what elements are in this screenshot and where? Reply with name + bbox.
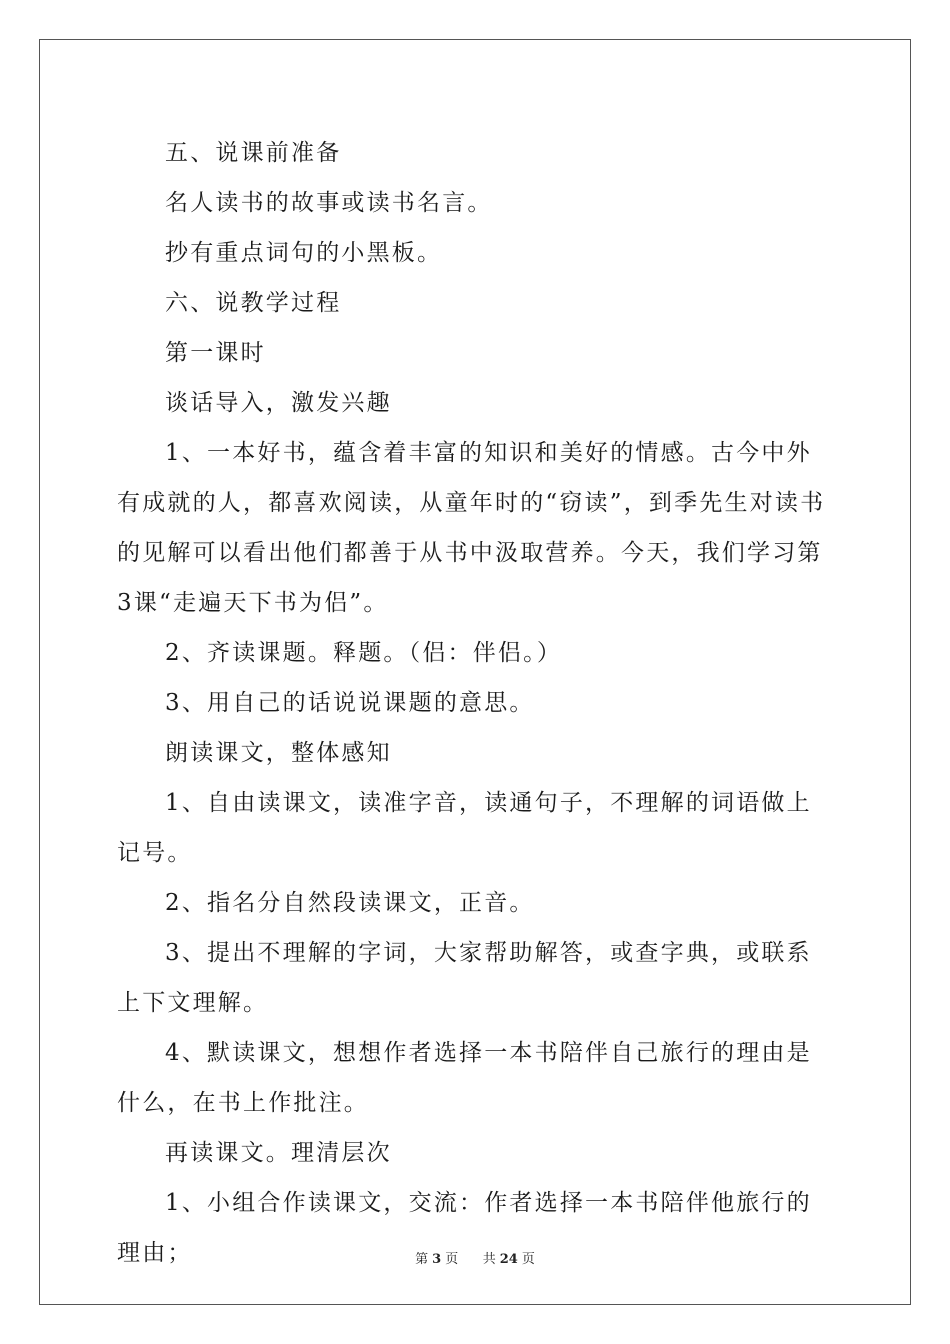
- document-body: [117, 128, 837, 1278]
- paragraph: 3、提出不理解的字词，大家帮助解答，或查字典，或联系上下文理解。: [117, 940, 812, 1016]
- paragraph: 3、用自己的话说说课题的意思。: [165, 690, 535, 716]
- total-pages-indicator: 共 24 页: [482, 1252, 535, 1267]
- paragraph-heading-preparation: 五、说课前准备: [165, 140, 342, 166]
- paragraph: 抄有重点词句的小黑板。: [165, 240, 443, 266]
- total-page-count: 24: [499, 1252, 518, 1267]
- page-indicator: 第 3 页: [415, 1252, 459, 1267]
- current-page-number: 3: [432, 1252, 442, 1267]
- page-footer: [0, 1248, 950, 1267]
- paragraph: 1、一本好书，蕴含着丰富的知识和美好的情感。古今中外有成就的人，都喜欢阅读，从童年时的“窃读”，到季先生对读书的见解可以看出他们都善于从书中汲取营养。今天，我们学习第3课“走遍天下书为侣”。: [117, 440, 826, 616]
- paragraph-section-title: 谈话导入，激发兴趣: [165, 390, 392, 416]
- paragraph-section-title: 再读课文。理清层次: [165, 1140, 392, 1166]
- paragraph-section-title: 朗读课文，整体感知: [165, 740, 392, 766]
- paragraph: 4、默读课文，想想作者选择一本书陪伴自己旅行的理由是什么，在书上作批注。: [117, 1040, 812, 1116]
- paragraph: 名人读书的故事或读书名言。: [165, 190, 493, 216]
- paragraph: 2、指名分自然段读课文，正音。: [165, 890, 535, 916]
- paragraph: 1、自由读课文，读准字音，读通句子，不理解的词语做上记号。: [117, 790, 812, 866]
- paragraph-lesson-label: 第一课时: [165, 340, 266, 366]
- paragraph: 2、齐读课题。释题。（侣：伴侣。）: [165, 640, 563, 666]
- paragraph-heading-process: 六、说教学过程: [165, 290, 342, 316]
- paragraph: 1、小组合作读课文，交流：作者选择一本书陪伴他旅行的理由；: [117, 1190, 812, 1266]
